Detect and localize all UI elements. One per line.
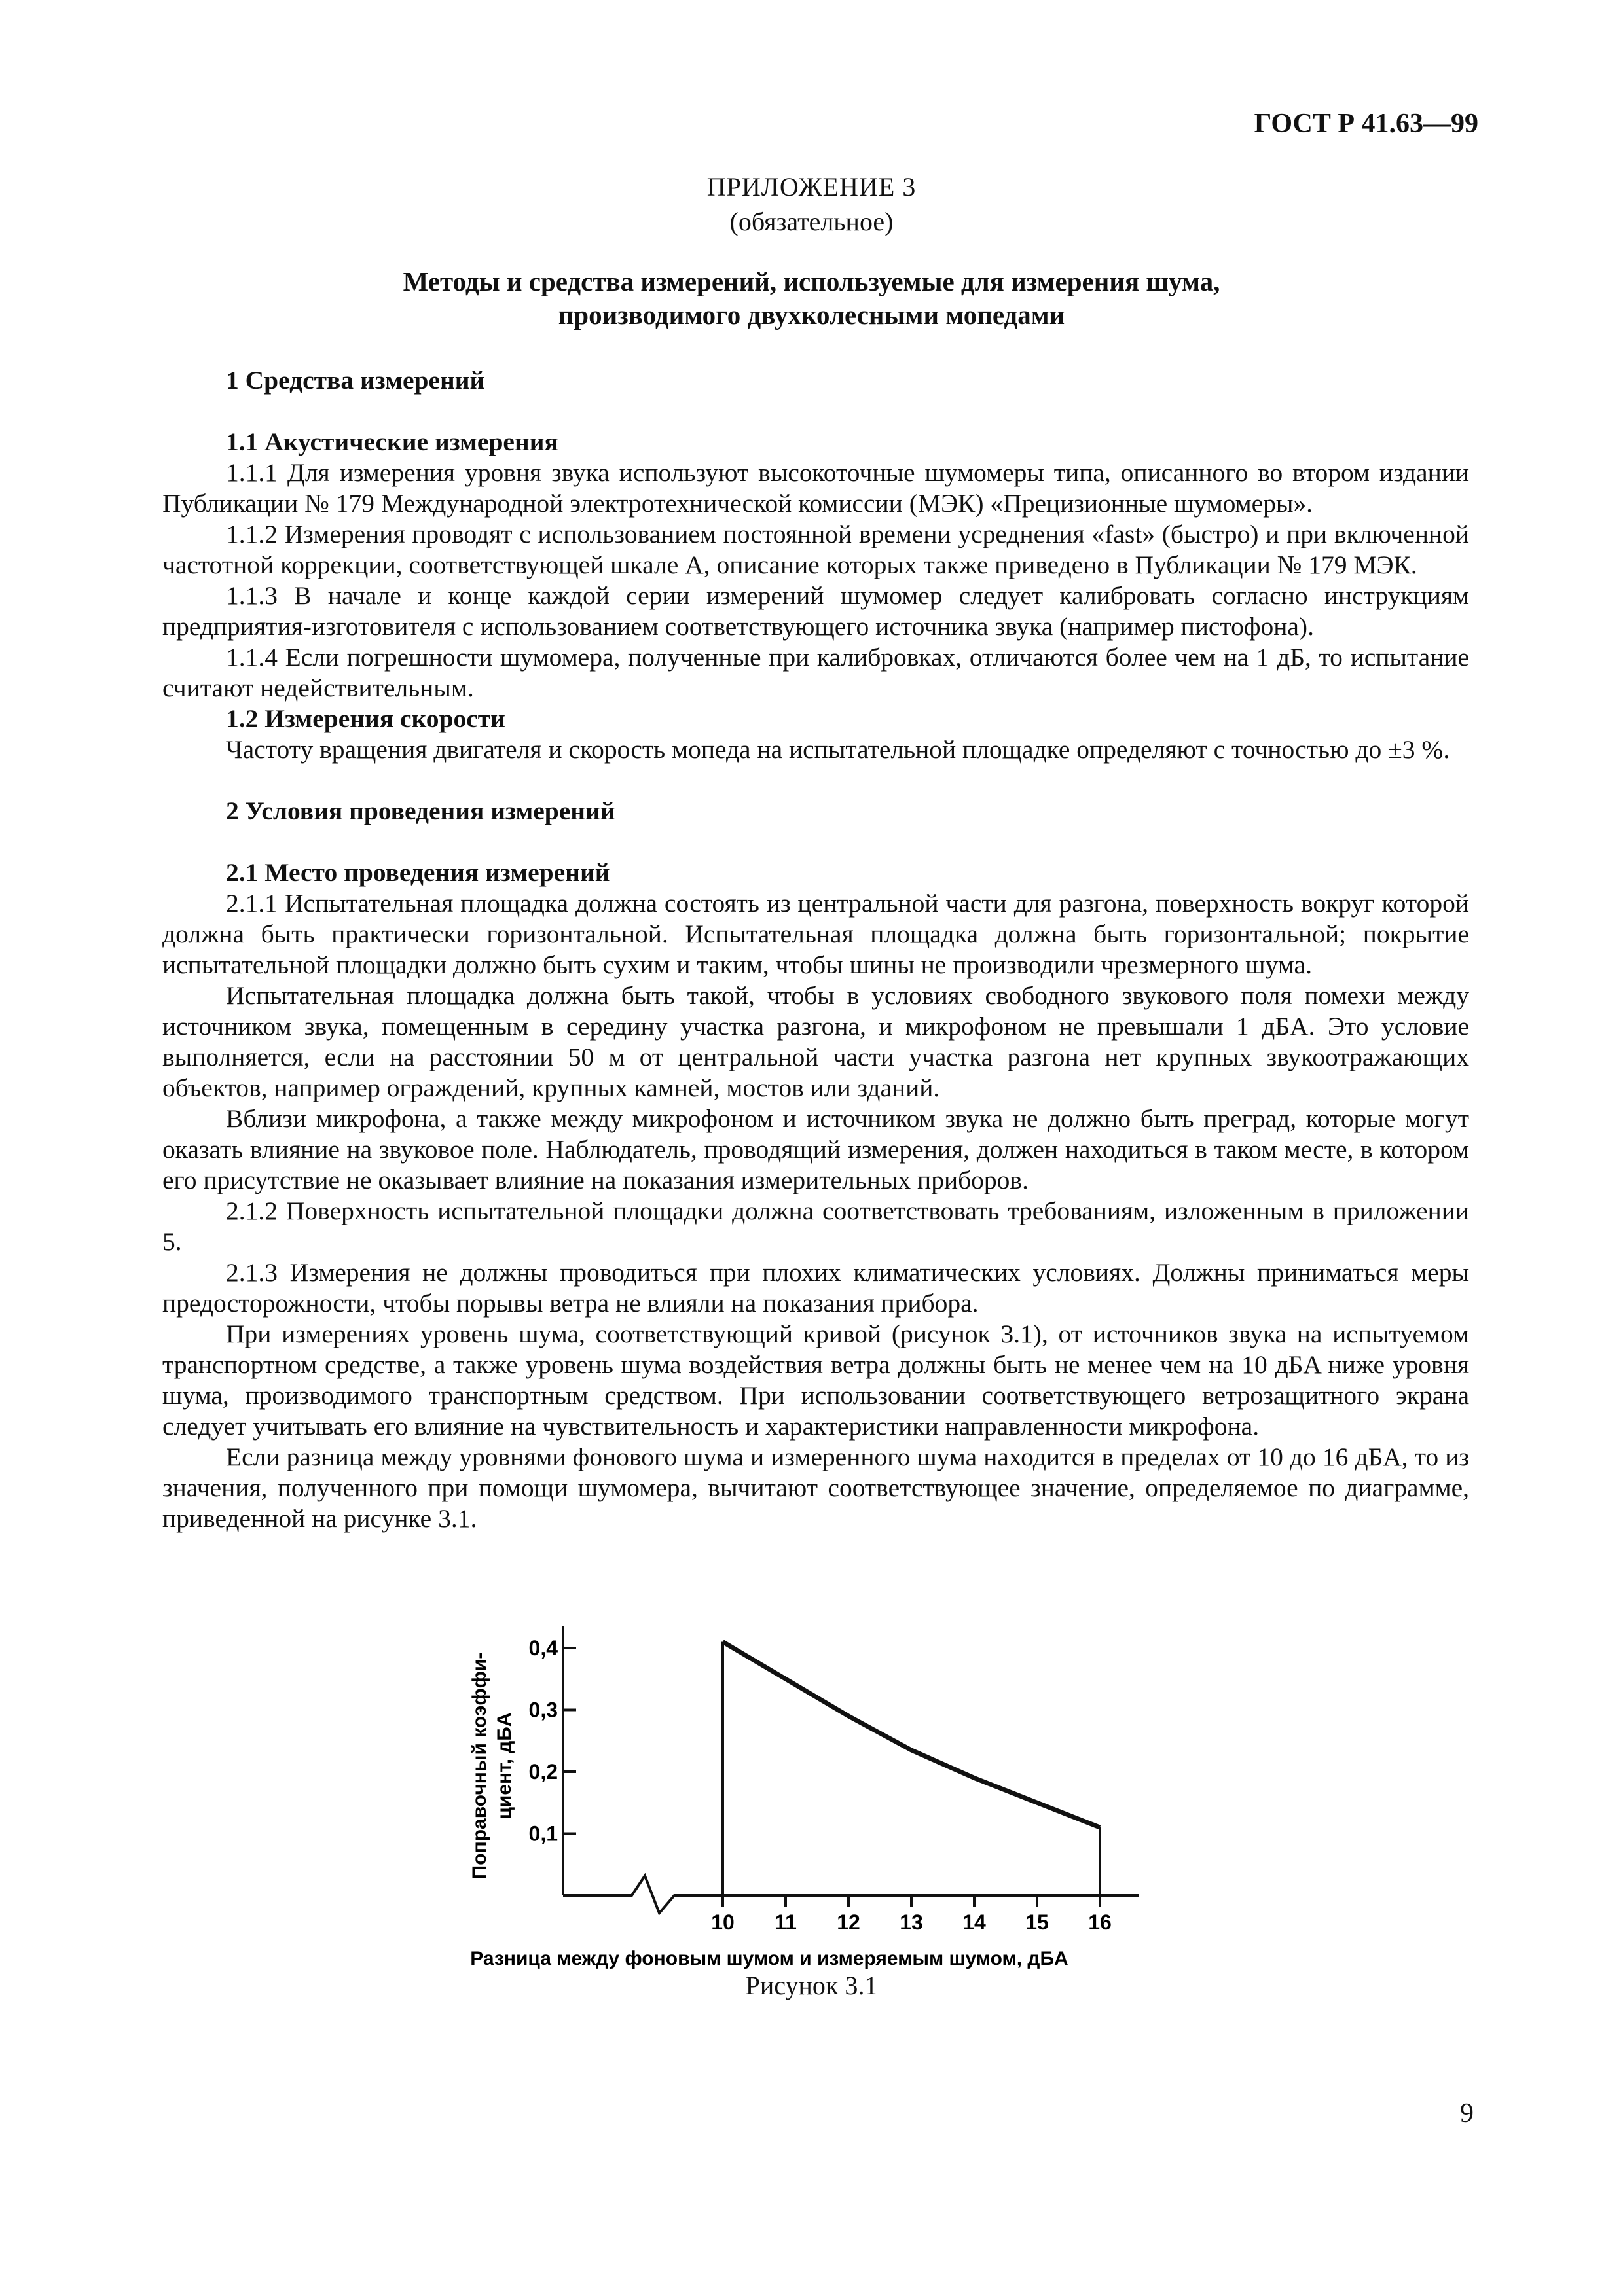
document-body: [162, 365, 1469, 1534]
x-ticks: [711, 1895, 1112, 1934]
paragraph-2-1-3-c: Если разница между уровнями фонового шума и измеренного шума находится в пределах от 10 до 16 дБA, то из значения, полученного при помощи шумомера, вычитают соответствующее значение, определяемое по диаграмме, приведенной на рисунке 3.1.: [162, 1443, 1469, 1533]
y-axis-label-line2: циент, дБA: [494, 1712, 515, 1820]
paragraph-1-1-4: 1.1.4 Если погрешности шумомера, полученные при калибровках, отличаются более чем на 1 дБ, то испытание считают недействительным.: [162, 643, 1469, 702]
correction-curve: [723, 1642, 1100, 1828]
figure-caption: Рисунок 3.1: [745, 1971, 878, 2000]
paragraph-2-1-1-c: Вблизи микрофона, а также между микрофоном и источником звука не должно быть преград, которые могут оказать влияние на звуковое поле. Наблюдатель, проводящий измерения, должен находиться в таком месте, в котором его присутствие не оказывает влияние на показания измерительных приборов.: [162, 1104, 1469, 1194]
x-axis-line: [563, 1876, 1139, 1913]
y-tick-label: 0,3: [528, 1698, 558, 1722]
x-tick-label: 14: [962, 1910, 986, 1934]
document-title: [275, 265, 1348, 332]
paragraph-1-1-3: 1.1.3 В начале и конце каждой серии измерений шумомер следует калибровать согласно инструкциям предприятия-изготовителя с использованием соответствующего источника звука (например пистофона).: [162, 581, 1469, 641]
correction-chart: [445, 1590, 1178, 1996]
document-title-line1: Методы и средства измерений, используемые для измерения шума,: [403, 266, 1220, 296]
x-axis-label: Разница между фоновым шумом и измеряемым шумом, дБA: [470, 1948, 1068, 1969]
y-tick-label: 0,2: [528, 1760, 558, 1784]
annex-title: ПРИЛОЖЕНИЕ 3: [706, 172, 917, 202]
section-heading-1: 1 Средства измерений: [226, 366, 485, 395]
page-number: 9: [1460, 2098, 1474, 2128]
x-tick-label: 11: [775, 1910, 797, 1934]
x-tick-label: 15: [1025, 1910, 1049, 1934]
y-axis-label-line1: Поправочный коэффи-: [469, 1652, 490, 1880]
x-tick-label: 10: [711, 1910, 735, 1934]
section-heading-2: 2 Условия проведения измерений: [226, 797, 615, 825]
chart-axes: [563, 1626, 1139, 1913]
subsection-heading-1-1: 1.1 Акустические измерения: [226, 427, 558, 456]
figure-3-1: [445, 1590, 1178, 1996]
paragraph-2-1-1: 2.1.1 Испытательная площадка должна состоять из центральной части для разгона, поверхность вокруг которой должна быть практически горизонтальной. Испытательная площадка должна быть горизонтальной; покрытие испытательной площадки должно быть сухим и таким, чтобы шины не производили чрезмерного шума.: [162, 889, 1469, 979]
y-tick-label: 0,1: [528, 1821, 558, 1846]
document-code: ГОСТ Р 41.63—99: [1254, 109, 1478, 139]
subsection-heading-1-2: 1.2 Измерения скорости: [226, 704, 505, 733]
x-tick-label: 16: [1088, 1910, 1112, 1934]
subsection-heading-2-1: 2.1 Место проведения измерений: [226, 858, 610, 887]
y-tick-label: 0,4: [528, 1636, 558, 1660]
y-ticks: [529, 1636, 576, 1846]
data-series: [723, 1641, 1100, 1895]
document-title-line2: производимого двухколесными мопедами: [558, 300, 1065, 330]
annex-subtitle: (обязательное): [729, 207, 894, 236]
paragraph-1-2: Частоту вращения двигателя и скорость мопеда на испытательной площадке определяют с точностью до ±3 %.: [226, 735, 1450, 764]
x-tick-label: 12: [837, 1910, 860, 1934]
paragraph-1-1-2: 1.1.2 Измерения проводят с использованием постоянной времени усреднения «fast» (быстро) и при включенной частотной коррекции, соответствующей шкале A, описание которых также приведено в Публикации № 179 МЭК.: [162, 520, 1469, 579]
x-tick-label: 13: [900, 1910, 923, 1934]
paragraph-1-1-1: 1.1.1 Для измерения уровня звука используют высокоточные шумомеры типа, описанного во втором издании Публикации № 179 Международной электротехнической комиссии (МЭК) «Прецизионные шумомеры».: [162, 458, 1469, 518]
paragraph-2-1-1-b: Испытательная площадка должна быть такой, чтобы в условиях свободного звукового поля помехи между источником звука, помещенным в середину участка разгона, и микрофоном не превышали 1 дБA. Это условие выполняется, если на расстоянии 50 м от центральной части участка разгона нет крупных звукоотражающих объектов, например ограждений, крупных камней, мостов или зданий.: [162, 981, 1469, 1102]
paragraph-2-1-3-b: При измерениях уровень шума, соответствующий кривой (рисунок 3.1), от источников звука на испытуемом транспортном средстве, а также уровень шума воздействия ветра должны быть не менее чем на 10 дБA ниже уровня шума, производимого транспортным средством. При использовании соответствующего ветрозащитного экрана следует учитывать его влияние на чувствительность и характеристики направленности микрофона.: [162, 1319, 1469, 1441]
paragraph-2-1-2: 2.1.2 Поверхность испытательной площадки должна соответствовать требованиям, изложенным в приложении 5.: [162, 1196, 1469, 1256]
paragraph-2-1-3: 2.1.3 Измерения не должны проводиться при плохих климатических условиях. Должны приниматься меры предосторожности, чтобы порывы ветра не влияли на показания прибора.: [162, 1258, 1469, 1318]
